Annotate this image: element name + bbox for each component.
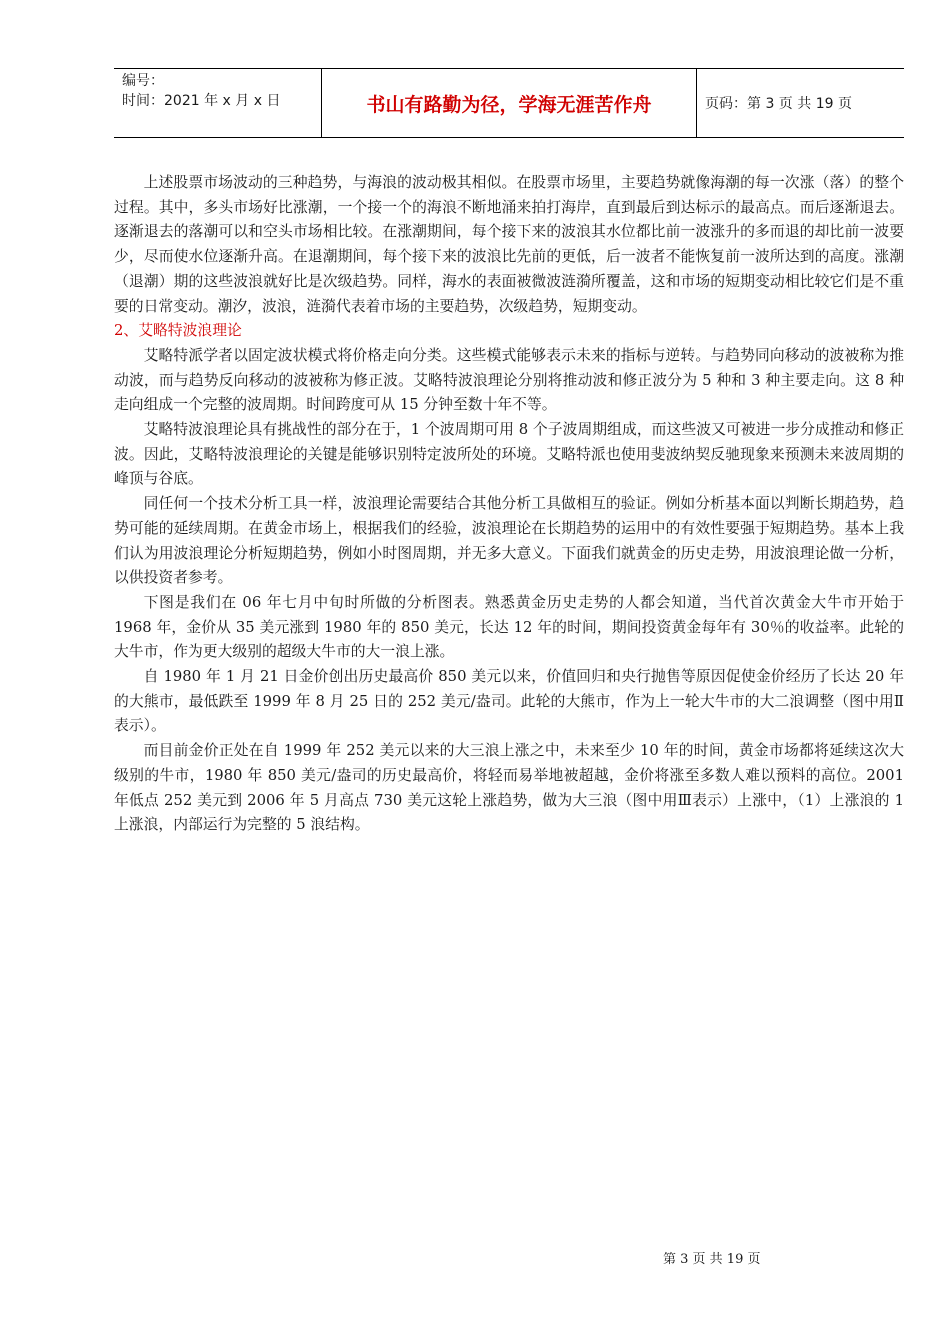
page-header bbox=[114, 68, 904, 138]
paragraph-1: 上述股票市场波动的三种趋势，与海浪的波动极其相似。在股票市场里，主要趋势就像海潮的每一次涨（落）的整个过程。其中，多头市场好比涨潮，一个接一个的海浪不断地涌来拍打海岸，直到最后到达标示的最高点。而后逐渐退去。逐渐退去的落潮可以和空头市场相比较。在涨潮期间，每个接下来的波浪其水位都比前一波涨升的多而退的却比前一波要少，尽而使水位逐渐升高。在退潮期间，每个接下来的波浪比先前的更低，后一波者不能恢复前一波所达到的高度。涨潮（退潮）期的这些波浪就好比是次级趋势。同样，海水的表面被微波涟漪所覆盖，这和市场的短期变动相比较它们是不重要的日常变动。潮汐，波浪，涟漪代表着市场的主要趋势，次级趋势，短期变动。 bbox=[114, 174, 904, 315]
section-heading: 2、艾略特波浪理论 bbox=[114, 322, 242, 340]
paragraph-5: 下图是我们在 06 年七月中旬时所做的分析图表。熟悉黄金历史走势的人都会知道，当代首次黄金大牛市开始于 1968 年，金价从 35 美元涨到 1980 年的 850 美元，长达 12 年的时间，期间投资黄金每年有 30％的收益率。此轮的大牛市，作为更大级别的超级大牛市的大一浪上涨。 bbox=[114, 593, 904, 661]
time-label: 时间：2021 年 x 月 x 日 bbox=[122, 93, 281, 109]
number-label: 编号： bbox=[122, 73, 164, 89]
header-page-label: 页码：第 3 页 共 19 页 bbox=[705, 96, 852, 112]
header-motto: 书山有路勤为径，学海无涯苦作舟 bbox=[322, 69, 697, 137]
paragraph-6: 自 1980 年 1 月 21 日金价创出历史最高价 850 美元以来，价值回归和央行抛售等原因促使金价经历了长达 20 年的大熊市，最低跌至 1999 年 8 月 25 日的 252 美元/盎司。此轮的大熊市，作为上一轮大牛市的大二浪调整（图中用Ⅱ表示）。 bbox=[114, 668, 904, 735]
paragraph-3: 艾略特波浪理论具有挑战性的部分在于，1 个波周期可用 8 个子波周期组成，而这些波又可被进一步分成推动和修正波。因此，艾略特波浪理论的关键是能够识别特定波所处的环境。艾略特派也使用斐波纳契反驰现象来预测未来波周期的峰顶与谷底。 bbox=[114, 421, 904, 488]
document-body bbox=[114, 171, 904, 838]
paragraph-4: 同任何一个技术分析工具一样，波浪理论需要结合其他分析工具做相互的验证。例如分析基本面以判断长期趋势，趋势可能的延续周期。在黄金市场上，根据我们的经验，波浪理论在长期趋势的运用中的有效性要强于短期趋势。基本上我们认为用波浪理论分析短期趋势，例如小时图周期，并无多大意义。下面我们就黄金的历史走势，用波浪理论做一分析，以供投资者参考。 bbox=[114, 495, 904, 587]
paragraph-7: 而目前金价正处在自 1999 年 252 美元以来的大三浪上涨之中，未来至少 10 年的时间，黄金市场都将延续这次大级别的牛市，1980 年 850 美元/盎司的历史最高价，将轻而易举地被超越，金价将涨至多数人难以预料的高位。2001 年低点 252 美元到 2006 年 5 月高点 730 美元这轮上涨趋势，做为大三浪（图中用Ⅲ表示）上涨中，（1）上涨浪的 1 上涨浪，内部运行为完整的 5 浪结构。 bbox=[114, 742, 904, 834]
header-meta-cell bbox=[114, 69, 322, 137]
paragraph-2: 艾略特派学者以固定波状模式将价格走向分类。这些模式能够表示未来的指标与逆转。与趋势同向移动的波被称为推动波，而与趋势反向移动的波被称为修正波。艾略特波浪理论分别将推动波和修正波分为 5 种和 3 种主要走向。这 8 种走向组成一个完整的波周期。时间跨度可从 15 分钟至数十年不等。 bbox=[114, 346, 904, 414]
page-footer: 第 3 页 共 19 页 bbox=[663, 1252, 761, 1267]
